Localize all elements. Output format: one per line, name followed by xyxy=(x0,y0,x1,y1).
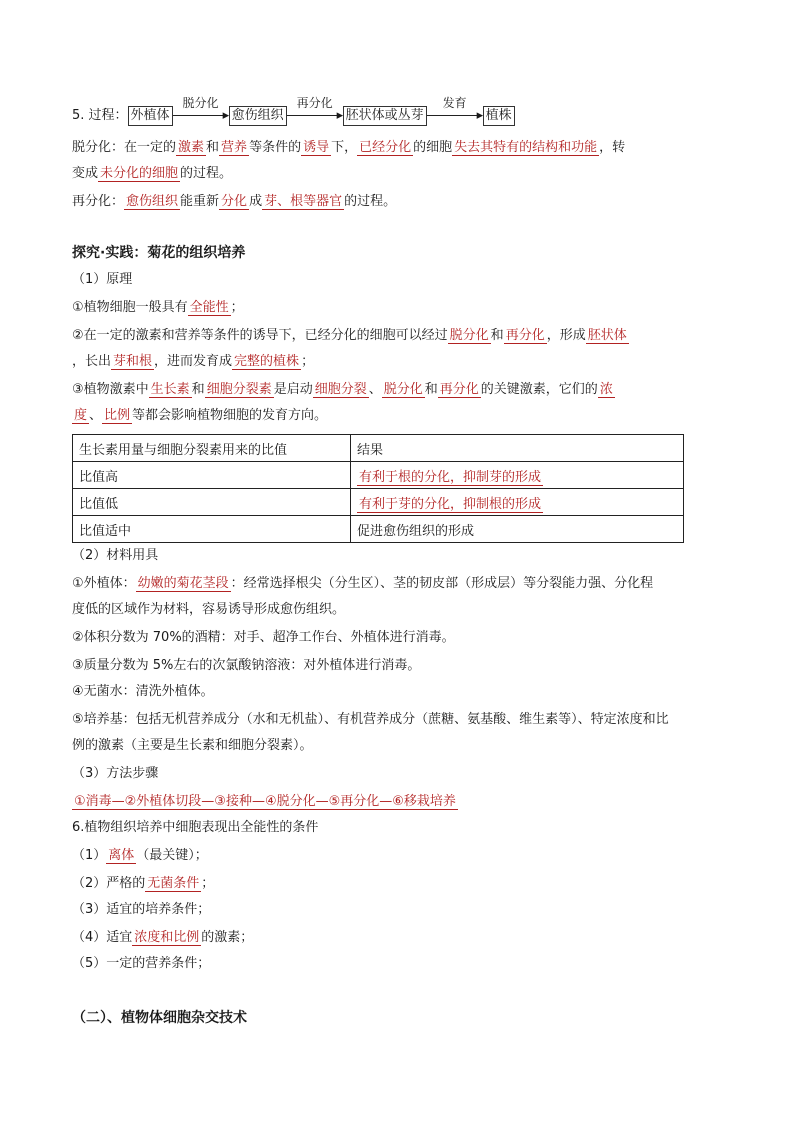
table-header-row xyxy=(73,435,684,462)
material-1-line-2: 度低的区域作为材料，容易诱导形成愈伤组织。 xyxy=(72,602,346,617)
text: 等都会影响植物细胞的发育方向。 xyxy=(132,408,328,423)
principle-1 xyxy=(72,298,724,318)
dediff-line-1 xyxy=(72,138,724,158)
condition-2 xyxy=(72,874,724,894)
answer: 细胞分裂 xyxy=(314,382,367,397)
table-cell xyxy=(351,462,684,489)
answer: 有利于芽的分化，抑制根的形成 xyxy=(359,496,542,512)
node-callus: 愈伤组织 xyxy=(229,106,287,126)
principle-2-line-2 xyxy=(72,352,724,372)
answer: 完整的植株 xyxy=(234,354,300,369)
answer: 全能性 xyxy=(189,300,229,315)
answer: 脱分化 xyxy=(383,382,423,397)
material-5-line-2: 例的激素（主要是生长素和细胞分裂素）。 xyxy=(72,738,313,753)
answer: 幼嫩的菊花茎段 xyxy=(137,576,229,591)
answer: 比例 xyxy=(104,408,131,423)
arrow-label-dedifferentiation: 脱分化 xyxy=(182,96,219,110)
arrow-line xyxy=(427,115,477,116)
principle-title: （1）原理 xyxy=(72,272,133,287)
condition-3: （3）适宜的培养条件； xyxy=(72,902,211,917)
material-3: ③质量分数为 5%左右的次氯酸钠溶液：对外植体进行消毒。 xyxy=(72,658,421,673)
rediff-line xyxy=(72,192,724,212)
text: ，长出 xyxy=(72,354,112,369)
answer: 诱导 xyxy=(303,140,330,155)
text: 脱分化：在一定的 xyxy=(72,140,177,155)
answer: ①消毒—②外植体切段—③接种—④脱分化—⑤再分化—⑥移栽培养 xyxy=(74,794,456,809)
material-5-line-1: ⑤培养基：包括无机营养成分（水和无机盐）、有机营养成分（蔗糖、氨基酸、维生素等）、特定浓度和比 xyxy=(72,712,669,727)
text: 、 xyxy=(368,382,382,397)
answer: 芽和根 xyxy=(113,354,153,369)
answer: 已经分化 xyxy=(359,140,412,155)
text: （2）严格的 xyxy=(72,876,146,891)
answer: 有利于根的分化，抑制芽的形成 xyxy=(359,469,542,485)
process-flow xyxy=(72,96,515,126)
arrow-dedifferentiation: 脱分化 ▸ xyxy=(173,108,229,123)
answer: 离体 xyxy=(108,848,135,863)
table-header-cell: 结果 xyxy=(351,435,684,462)
answer: 脱分化 xyxy=(449,328,489,343)
explore-heading: 探究·实践：菊花的组织培养 xyxy=(72,245,246,261)
text: ； xyxy=(201,876,215,891)
text: 能重新 xyxy=(180,194,220,209)
table-cell xyxy=(351,489,684,516)
process-prefix: 5. 过程： xyxy=(72,108,128,123)
text: ：经常选择根尖（分生区）、茎的韧皮部（形成层）等分裂能力强、分化程 xyxy=(230,576,654,591)
text: 和 xyxy=(490,328,504,343)
principle-3-line-2 xyxy=(72,406,724,426)
materials-title: （2）材料用具 xyxy=(72,548,159,563)
answer: 无菌条件 xyxy=(147,876,200,891)
answer: 度 xyxy=(74,408,88,423)
section-title: （二）、植物体细胞杂交技术 xyxy=(72,1010,247,1026)
principle-2-line-1 xyxy=(72,326,724,346)
answer: 胚状体 xyxy=(587,328,627,343)
table-row xyxy=(73,462,684,489)
material-4: ④无菌水：清洗外植体。 xyxy=(72,684,214,699)
text: ，进而发育成 xyxy=(154,354,233,369)
text: 的过程。 xyxy=(344,194,397,209)
answer: 芽、根等器官 xyxy=(264,194,343,209)
answer: 激素 xyxy=(178,140,205,155)
text: 是启动 xyxy=(273,382,313,397)
text: 的激素； xyxy=(201,930,254,945)
table-cell: 比值适中 xyxy=(73,516,351,543)
text: ，形成 xyxy=(546,328,586,343)
arrow-label-development: 发育 xyxy=(442,96,467,110)
text: 和 xyxy=(206,140,220,155)
text: 和 xyxy=(191,382,205,397)
text: 和 xyxy=(424,382,438,397)
node-plant: 植株 xyxy=(483,106,515,126)
answer: 营养 xyxy=(221,140,248,155)
arrow-development: 发育 ▸ xyxy=(427,108,483,123)
conditions-title: 6.植物组织培养中细胞表现出全能性的条件 xyxy=(72,820,319,835)
answer: 浓度和比例 xyxy=(134,930,200,945)
text: ，转 xyxy=(599,140,626,155)
text: ； xyxy=(230,300,244,315)
text: ③植物激素中 xyxy=(72,382,149,397)
arrow-line xyxy=(173,115,223,116)
text: 、 xyxy=(89,408,103,423)
material-1-line-1 xyxy=(72,574,724,594)
answer: 愈伤组织 xyxy=(126,194,179,209)
method-steps xyxy=(72,792,724,812)
arrow-line xyxy=(287,115,337,116)
text: 的细胞 xyxy=(413,140,453,155)
answer: 生长素 xyxy=(150,382,190,397)
material-2: ②体积分数为 70%的酒精：对手、超净工作台、外植体进行消毒。 xyxy=(72,630,455,645)
text: 变成 xyxy=(72,166,99,181)
table-row xyxy=(73,489,684,516)
text: ①植物细胞一般具有 xyxy=(72,300,188,315)
text: 下， xyxy=(331,140,358,155)
arrow-redifferentiation: 再分化 ▸ xyxy=(287,108,343,123)
table-row xyxy=(73,516,684,543)
table-cell: 促进愈伤组织的形成 xyxy=(351,516,684,543)
method-title: （3）方法步骤 xyxy=(72,766,159,781)
condition-4 xyxy=(72,928,724,948)
condition-5: （5）一定的营养条件； xyxy=(72,956,211,971)
ratio-result-table xyxy=(72,434,684,543)
answer: 再分化 xyxy=(505,328,545,343)
answer: 浓 xyxy=(599,382,613,397)
text: 再分化： xyxy=(72,194,125,209)
answer: 未分化的细胞 xyxy=(100,166,179,181)
text: ②在一定的激素和营养等条件的诱导下，已经分化的细胞可以经过 xyxy=(72,328,448,343)
table-cell: 比值高 xyxy=(73,462,351,489)
text: ； xyxy=(301,354,315,369)
principle-3-line-1 xyxy=(72,380,724,400)
text: （1） xyxy=(72,848,107,863)
answer: 细胞分裂素 xyxy=(206,382,272,397)
node-embryoid: 胚状体或丛芽 xyxy=(343,106,427,126)
text: ①外植体： xyxy=(72,576,136,591)
condition-1 xyxy=(72,846,724,866)
node-explant: 外植体 xyxy=(128,106,173,126)
answer: 分化 xyxy=(221,194,248,209)
table-header-cell: 生长素用量与细胞分裂素用来的比值 xyxy=(73,435,351,462)
answer: 失去其特有的结构和功能 xyxy=(454,140,598,155)
arrow-label-redifferentiation: 再分化 xyxy=(296,96,333,110)
text: （4）适宜 xyxy=(72,930,133,945)
text: 等条件的 xyxy=(249,140,302,155)
table-cell: 比值低 xyxy=(73,489,351,516)
dediff-line-2 xyxy=(72,164,724,184)
text: 的过程。 xyxy=(180,166,233,181)
text: 的关键激素，它们的 xyxy=(480,382,598,397)
text: 成 xyxy=(249,194,263,209)
answer: 再分化 xyxy=(439,382,479,397)
text: （最关键）； xyxy=(136,848,208,863)
